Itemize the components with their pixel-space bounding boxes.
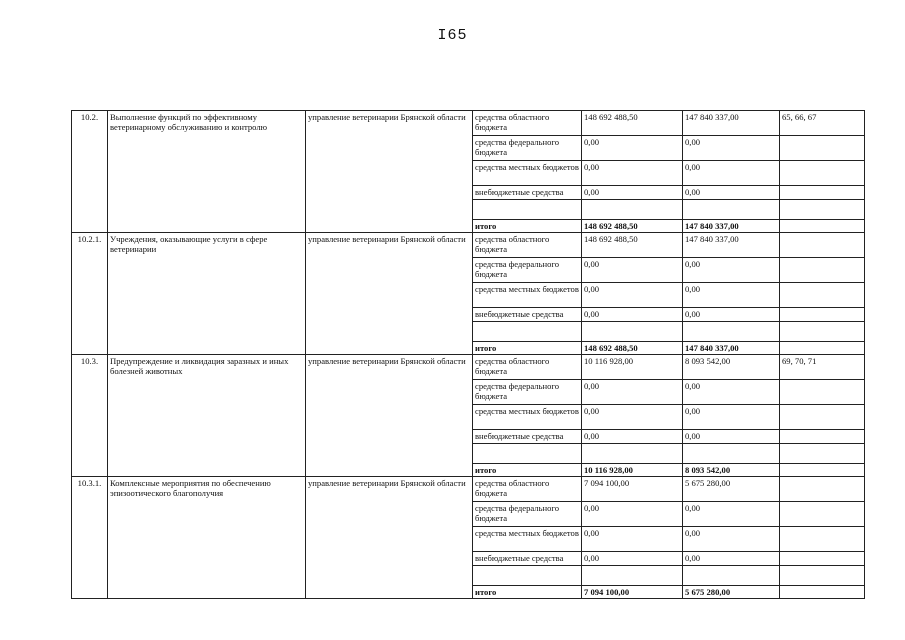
funding-source: средства местных бюджетов (473, 283, 582, 308)
empty-cell (582, 566, 683, 586)
amount-1: 0,00 (582, 502, 683, 527)
empty-cell (780, 322, 865, 342)
empty-cell (780, 566, 865, 586)
amount-2: 0,00 (683, 502, 780, 527)
total-label: итого (473, 342, 582, 355)
funding-source: внебюджетные средства (473, 186, 582, 200)
empty-cell (780, 161, 865, 186)
section-number: 10.2.1. (72, 233, 108, 355)
funding-source: средства местных бюджетов (473, 527, 582, 552)
amount-1: 7 094 100,00 (582, 477, 683, 502)
section-executor: управление ветеринарии Брянской области (306, 477, 473, 599)
indicator-refs: 65, 66, 67 (780, 111, 865, 136)
amount-1: 0,00 (582, 552, 683, 566)
amount-1: 0,00 (582, 161, 683, 186)
empty-cell (780, 136, 865, 161)
funding-source: средства местных бюджетов (473, 405, 582, 430)
amount-2: 0,00 (683, 430, 780, 444)
amount-2: 0,00 (683, 552, 780, 566)
empty-cell (683, 322, 780, 342)
indicator-refs (780, 477, 865, 502)
table-row (72, 355, 865, 380)
total-label: итого (473, 464, 582, 477)
empty-cell (780, 430, 865, 444)
amount-2: 0,00 (683, 186, 780, 200)
funding-source: средства федерального бюджета (473, 258, 582, 283)
table-row (72, 233, 865, 258)
funding-source: средства областного бюджета (473, 355, 582, 380)
empty-cell (780, 220, 865, 233)
empty-cell (473, 444, 582, 464)
funding-source: средства федерального бюджета (473, 380, 582, 405)
empty-cell (780, 405, 865, 430)
empty-cell (780, 586, 865, 599)
empty-cell (780, 283, 865, 308)
funding-source: средства федерального бюджета (473, 502, 582, 527)
empty-cell (582, 200, 683, 220)
empty-cell (780, 186, 865, 200)
amount-1: 0,00 (582, 136, 683, 161)
empty-cell (473, 566, 582, 586)
empty-cell (683, 200, 780, 220)
total-label: итого (473, 586, 582, 599)
total-value-2: 8 093 542,00 (683, 464, 780, 477)
amount-1: 0,00 (582, 308, 683, 322)
table-row (72, 477, 865, 502)
funding-source: средства областного бюджета (473, 111, 582, 136)
funding-source: внебюджетные средства (473, 552, 582, 566)
amount-1: 0,00 (582, 405, 683, 430)
funding-source: средства местных бюджетов (473, 161, 582, 186)
empty-cell (473, 322, 582, 342)
amount-1: 0,00 (582, 380, 683, 405)
page-number: I65 (437, 27, 468, 44)
empty-cell (780, 342, 865, 355)
empty-cell (780, 258, 865, 283)
empty-cell (683, 444, 780, 464)
empty-cell (473, 200, 582, 220)
amount-1: 148 692 488,50 (582, 111, 683, 136)
total-value-1: 148 692 488,50 (582, 220, 683, 233)
amount-2: 0,00 (683, 380, 780, 405)
section-executor: управление ветеринарии Брянской области (306, 233, 473, 355)
funding-source: средства областного бюджета (473, 477, 582, 502)
amount-2: 0,00 (683, 258, 780, 283)
amount-2: 147 840 337,00 (683, 233, 780, 258)
section-number: 10.3.1. (72, 477, 108, 599)
amount-1: 0,00 (582, 527, 683, 552)
empty-cell (780, 308, 865, 322)
empty-cell (780, 380, 865, 405)
total-value-2: 5 675 280,00 (683, 586, 780, 599)
section-executor: управление ветеринарии Брянской области (306, 355, 473, 477)
empty-cell (780, 502, 865, 527)
amount-2: 0,00 (683, 283, 780, 308)
empty-cell (582, 322, 683, 342)
budget-table (71, 110, 865, 599)
amount-1: 10 116 928,00 (582, 355, 683, 380)
section-number: 10.3. (72, 355, 108, 477)
section-name: Выполнение функций по эффективному ветеринарному обслуживанию и контролю (108, 111, 306, 233)
funding-source: средства федерального бюджета (473, 136, 582, 161)
amount-2: 0,00 (683, 527, 780, 552)
budget-table-body (72, 111, 865, 599)
amount-2: 0,00 (683, 405, 780, 430)
total-value-1: 10 116 928,00 (582, 464, 683, 477)
empty-cell (780, 552, 865, 566)
empty-cell (780, 444, 865, 464)
amount-2: 0,00 (683, 308, 780, 322)
indicator-refs (780, 233, 865, 258)
total-value-2: 147 840 337,00 (683, 220, 780, 233)
section-executor: управление ветеринарии Брянской области (306, 111, 473, 233)
empty-cell (780, 200, 865, 220)
empty-cell (780, 464, 865, 477)
funding-source: внебюджетные средства (473, 308, 582, 322)
empty-cell (582, 444, 683, 464)
total-value-1: 148 692 488,50 (582, 342, 683, 355)
indicator-refs: 69, 70, 71 (780, 355, 865, 380)
funding-source: внебюджетные средства (473, 430, 582, 444)
section-name: Предупреждение и ликвидация заразных и иных болезней животных (108, 355, 306, 477)
section-name: Учреждения, оказывающие услуги в сфере ветеринарии (108, 233, 306, 355)
amount-2: 0,00 (683, 161, 780, 186)
empty-cell (683, 566, 780, 586)
amount-1: 0,00 (582, 258, 683, 283)
amount-2: 147 840 337,00 (683, 111, 780, 136)
amount-2: 8 093 542,00 (683, 355, 780, 380)
amount-1: 148 692 488,50 (582, 233, 683, 258)
total-value-2: 147 840 337,00 (683, 342, 780, 355)
amount-2: 5 675 280,00 (683, 477, 780, 502)
funding-source: средства областного бюджета (473, 233, 582, 258)
amount-1: 0,00 (582, 186, 683, 200)
amount-1: 0,00 (582, 283, 683, 308)
amount-1: 0,00 (582, 430, 683, 444)
amount-2: 0,00 (683, 136, 780, 161)
total-value-1: 7 094 100,00 (582, 586, 683, 599)
total-label: итого (473, 220, 582, 233)
table-row (72, 111, 865, 136)
section-name: Комплексные мероприятия по обеспечению эпизоотического благополучия (108, 477, 306, 599)
section-number: 10.2. (72, 111, 108, 233)
empty-cell (780, 527, 865, 552)
